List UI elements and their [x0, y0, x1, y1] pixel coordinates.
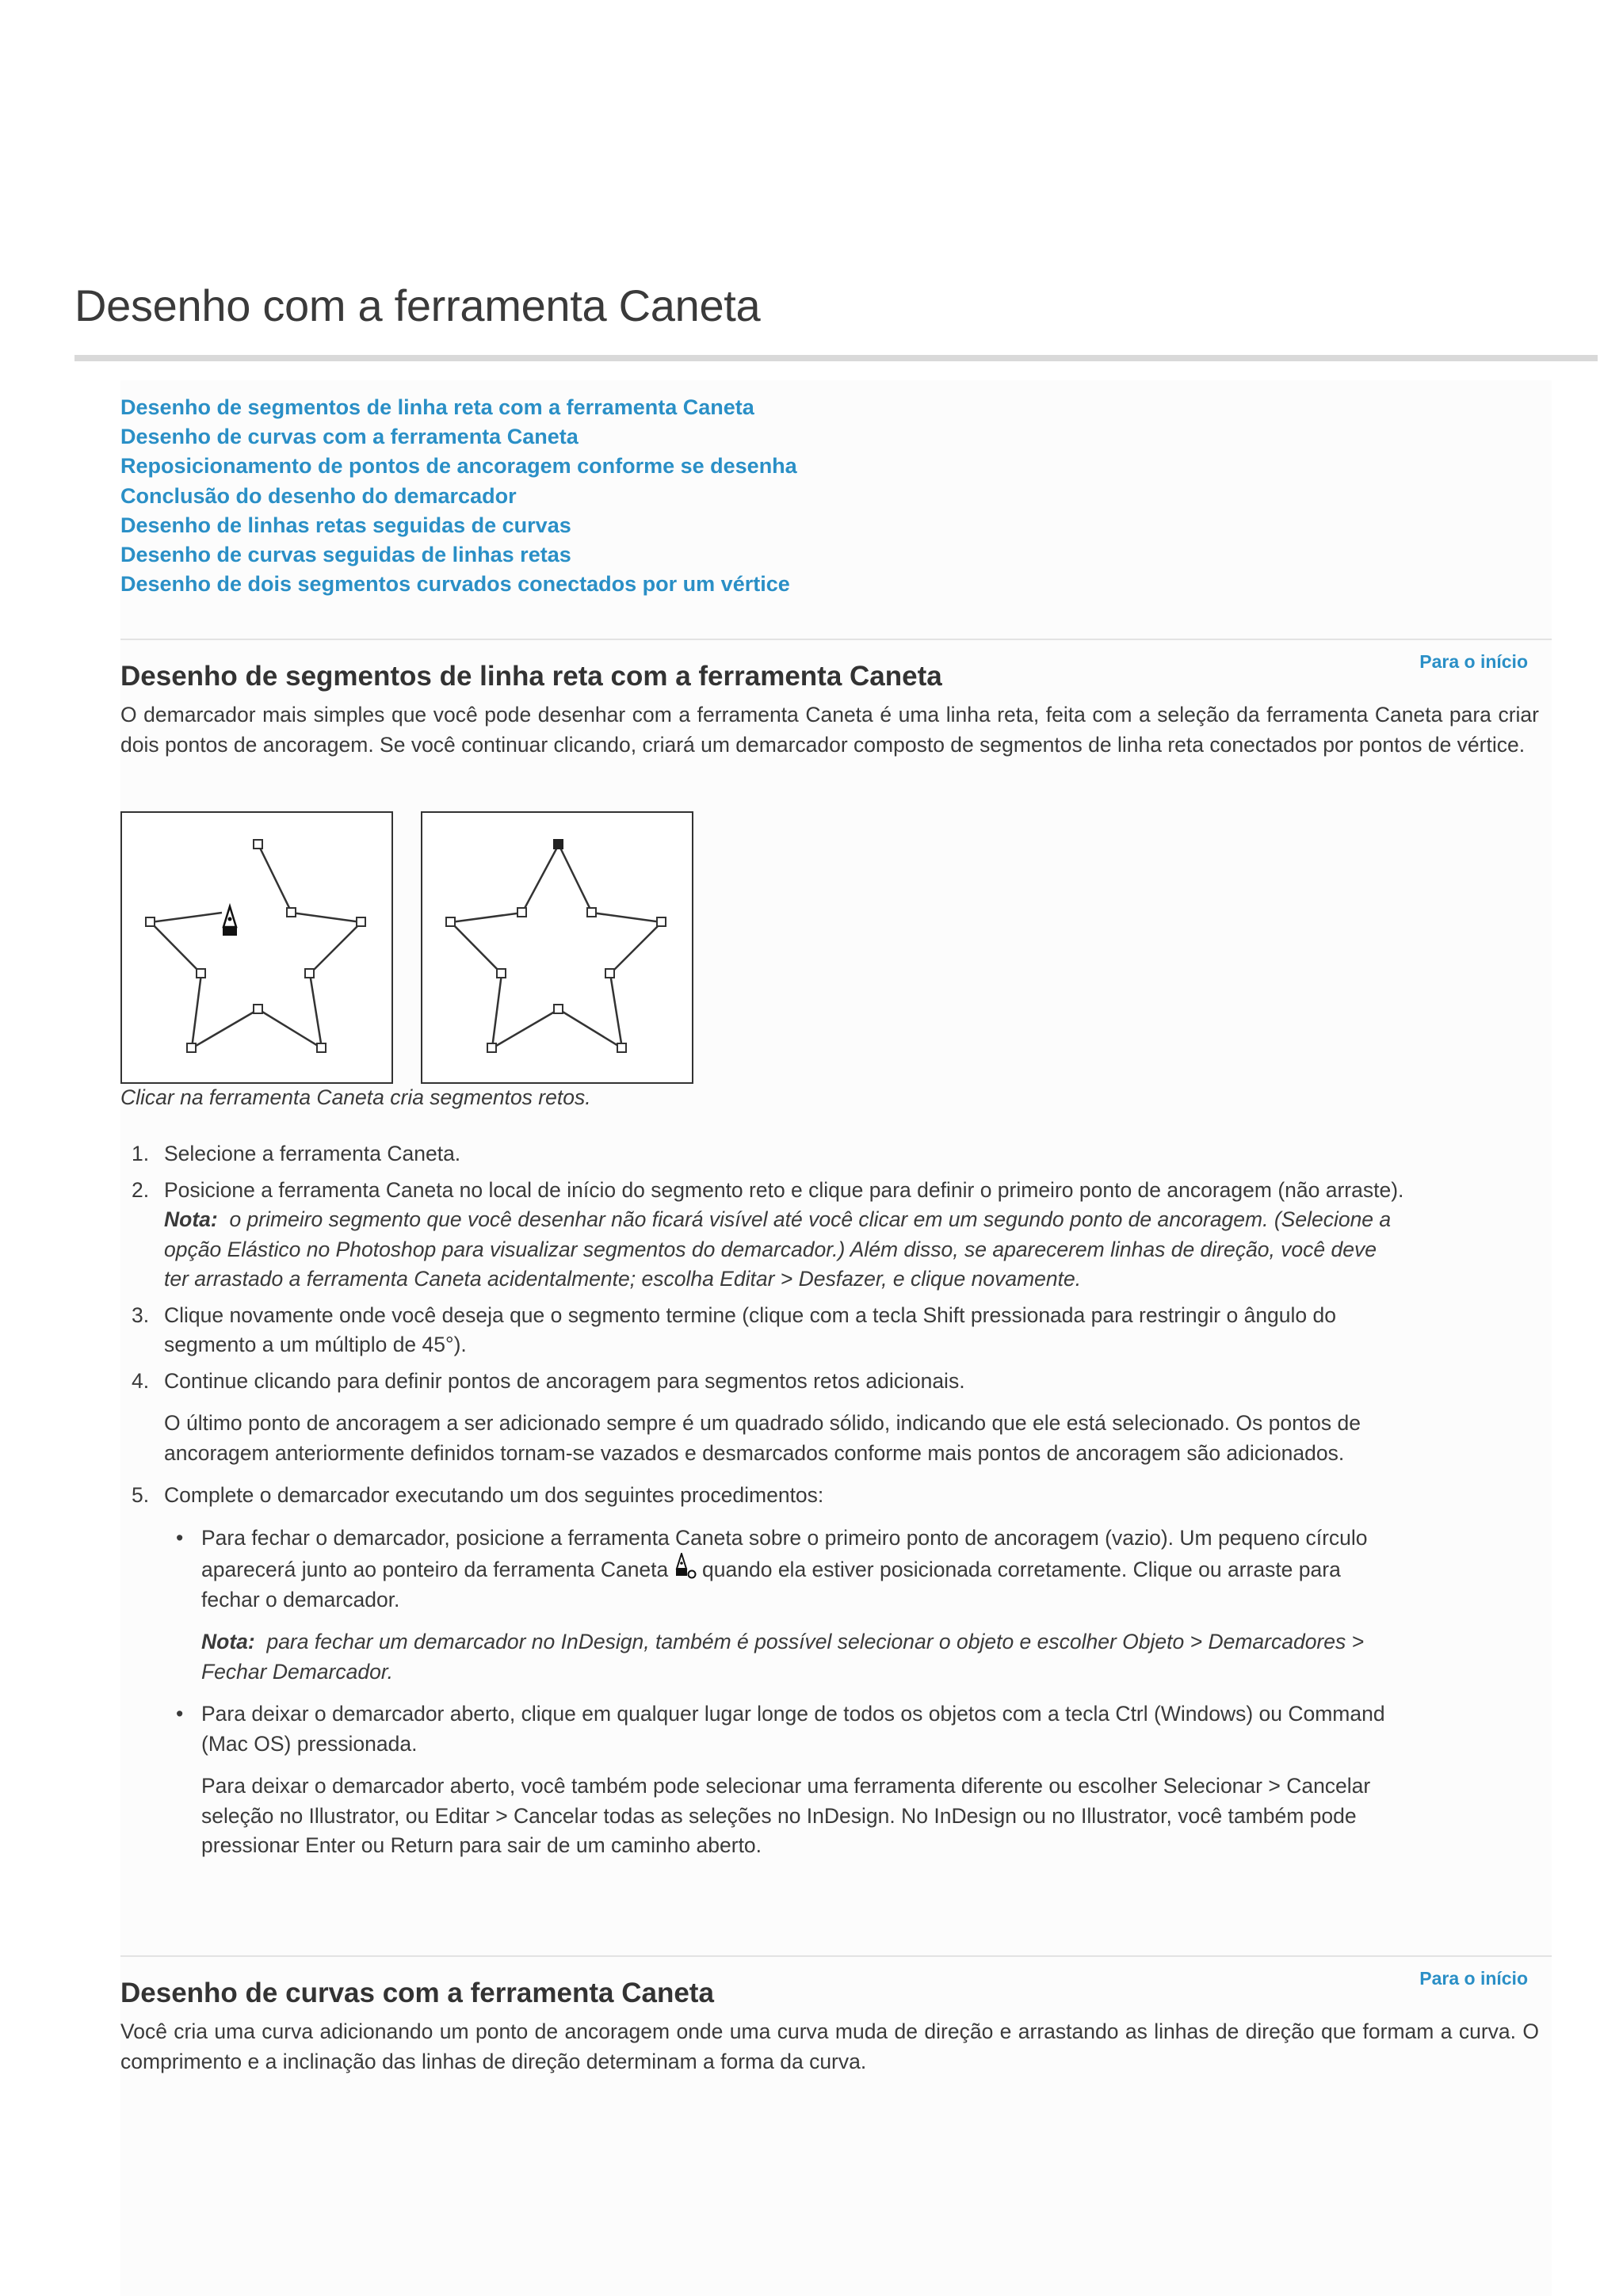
title-divider: [74, 355, 1598, 361]
section-intro: O demarcador mais simples que você pode desenhar com a ferramenta Caneta é uma linha reta, feita com a seleção da ferramenta Caneta para criar dois pontos de ancoragem. Se você continuar clicando, criará um demarcador composto de segmentos de linha reta conectados por pontos de vértice.: [120, 703, 1539, 757]
bullet: •: [176, 1525, 184, 1550]
steps-list: [120, 1139, 1404, 1874]
option-text: Para fechar o demarcador, posicione a ferramenta Caneta sobre o primeiro ponto de ancoragem (vazio). Um pequeno círculo aparecerá junto ao ponteiro da ferramenta Caneta: [201, 1525, 1368, 1581]
option-item: [164, 1524, 1404, 1688]
note-text: o primeiro segmento que você desenhar não ficará visível até você clicar em um segundo ponto de ancoragem. (Selecione a opção Elástico no Photoshop para visualizar segmentos do demarcador.) Além disso, se aparecerem linhas de direção, você deve ter arrastado a ferramenta Caneta acidentalmente; escolha Editar > Desfazer, e clique novamente.: [164, 1207, 1392, 1291]
step-detail: O último ponto de ancoragem a ser adicionado sempre é um quadrado sólido, indicando que ele está selecionado. Os pontos de ancoragem anteriormente definidos tornam-se vazados e desmarcados conforme mais pontos de ancoragem são adicionados.: [164, 1411, 1361, 1465]
toc-link-curves-then-lines[interactable]: Desenho de curvas seguidas de linhas retas: [120, 542, 571, 566]
toc-item: [120, 570, 797, 599]
toc-item: [120, 482, 797, 511]
figure-star-open: [120, 811, 393, 1084]
option-detail: Para deixar o demarcador aberto, você também pode selecionar uma ferramenta diferente ou escolher Selecionar > Cancelar seleção no Illustrator, ou Editar > Cancelar todas as seleções no InDesign. No InDesign ou no Illustrator, você também pode pressionar Enter ou Return para sair de um caminho aberto.: [201, 1774, 1371, 1857]
step-text: Selecione a ferramenta Caneta.: [164, 1142, 461, 1165]
option-item: [164, 1699, 1404, 1861]
selected-anchor-point: [554, 840, 563, 849]
star-path-diagram: [422, 813, 692, 1082]
note-text: para fechar um demarcador no InDesign, também é possível selecionar o objeto e escolher Objeto > Demarcadores > Fechar Demarcador.: [201, 1630, 1365, 1684]
section-heading: Desenho de segmentos de linha reta com a ferramenta Caneta: [120, 661, 942, 692]
bullet: •: [176, 1702, 184, 1726]
figure-caption: Clicar na ferramenta Caneta cria segmentos retos.: [120, 1085, 591, 1109]
toc-link-finish-path[interactable]: Conclusão do desenho do demarcador: [120, 483, 517, 508]
toc-item: [120, 540, 797, 570]
toc-item: [120, 452, 797, 481]
toc-link-reposition[interactable]: Reposicionamento de pontos de ancoragem conforme se desenha: [120, 454, 797, 479]
option-text: Para deixar o demarcador aberto, clique em qualquer lugar longe de todos os objetos com a tecla Ctrl (Windows) ou Command (Mac OS) pressionada.: [201, 1702, 1385, 1756]
pen-cursor-icon: [223, 906, 237, 936]
section-divider: [120, 1955, 1552, 1957]
section-divider: [120, 639, 1552, 640]
step-number: 2.: [132, 1177, 150, 1202]
step-item: [120, 1301, 1404, 1360]
options-list: [164, 1524, 1404, 1861]
step-number: 4.: [132, 1368, 150, 1393]
toc-item: [120, 393, 797, 422]
toc-link-straight-segments[interactable]: Desenho de segmentos de linha reta com a ferramenta Caneta: [120, 395, 754, 419]
toc-item: [120, 422, 797, 452]
toc-link-two-curves-corner[interactable]: Desenho de dois segmentos curvados conectados por um vértice: [120, 572, 790, 597]
step-text: Complete o demarcador executando um dos seguintes procedimentos:: [164, 1483, 824, 1507]
step-item: [120, 1481, 1404, 1861]
step-item: [120, 1139, 1404, 1169]
figure-star-closed: [421, 811, 693, 1084]
step-number: 5.: [132, 1483, 150, 1507]
star-path-diagram: [122, 813, 391, 1082]
pen-close-cursor-icon: [674, 1553, 697, 1581]
step-text: Posicione a ferramenta Caneta no local de início do segmento reto e clique para definir o primeiro ponto de ancoragem (não arraste).: [164, 1177, 1404, 1202]
step-item: [120, 1367, 1404, 1469]
option-text: quando ela estiver posicionada corretamente. Clique ou arraste para fechar o demarcador.: [201, 1558, 1341, 1611]
page-title: Desenho com a ferramenta Caneta: [74, 280, 761, 330]
back-to-top-link[interactable]: Para o início: [1419, 651, 1528, 672]
option-note: [201, 1627, 1404, 1687]
step-text: Clique novamente onde você deseja que o segmento termine (clique com a tecla Shift pressionada para restringir o ângulo do segmento a um múltiplo de 45°).: [164, 1302, 1336, 1356]
toc-link-curves[interactable]: Desenho de curvas com a ferramenta Caneta: [120, 425, 579, 449]
section-intro: Você cria uma curva adicionando um ponto de ancoragem onde uma curva muda de direção e arrastando as linhas de direção que formam a curva. O comprimento e a inclinação das linhas de direção determinam a forma da curva.: [120, 2019, 1539, 2073]
step-item: [120, 1176, 1404, 1295]
note-label: Nota:: [201, 1630, 255, 1653]
table-of-contents: [120, 393, 797, 599]
back-to-top-link[interactable]: Para o início: [1419, 1968, 1528, 1989]
toc-link-lines-then-curves[interactable]: Desenho de linhas retas seguidas de curvas: [120, 513, 571, 537]
note-label: Nota:: [164, 1207, 218, 1231]
section-heading: Desenho de curvas com a ferramenta Caneta: [120, 1978, 714, 2008]
step-number: 1.: [132, 1142, 150, 1165]
step-text: Continue clicando para definir pontos de ancoragem para segmentos retos adicionais.: [164, 1368, 965, 1393]
content-area: [120, 380, 1552, 2296]
toc-item: [120, 511, 797, 540]
step-number: 3.: [132, 1302, 150, 1327]
